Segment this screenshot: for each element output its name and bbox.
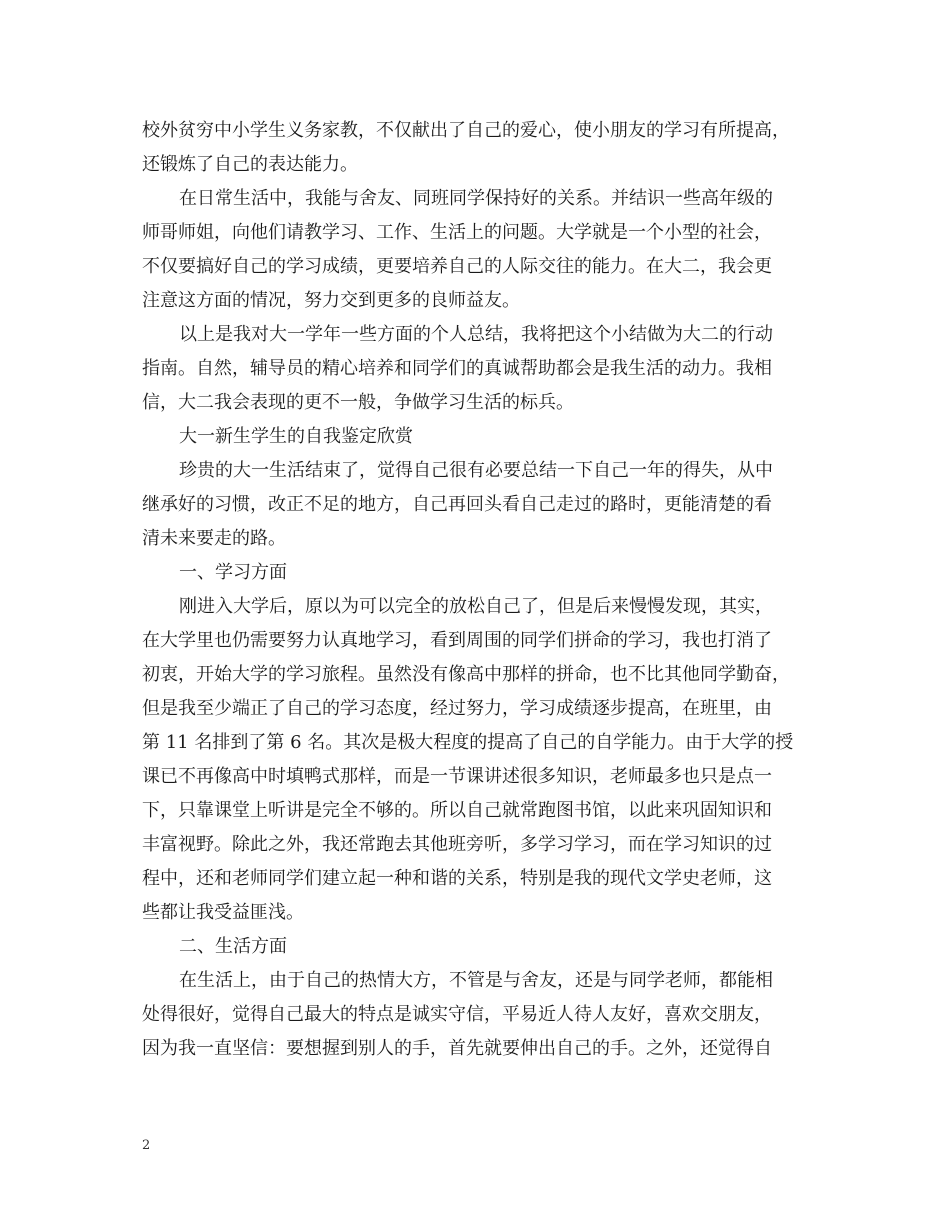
text-line: 下，只靠课堂上听讲是完全不够的。所以自己就常跑图书馆，以此来巩固知识和: [142, 800, 772, 821]
text-line: 些都让我受益匪浅。: [142, 902, 304, 923]
page-number: 2: [142, 1138, 151, 1153]
text-line: 课已不再像高中时填鸭式那样，而是一节课讲述很多知识，老师最多也只是点一: [142, 766, 772, 787]
text-line: 但是我至少端正了自己的学习态度，经过努力，学习成绩逐步提高，在班里，由: [142, 698, 772, 719]
text-line: 还锻炼了自己的表达能力。: [142, 154, 358, 175]
text-line: 清未来要走的路。: [142, 528, 286, 549]
text-line: 继承好的习惯，改正不足的地方，自己再回头看自己走过的路时，更能清楚的看: [142, 494, 772, 515]
text-line: 注意这方面的情况，努力交到更多的良师益友。: [142, 290, 520, 311]
text-line: 初衷，开始大学的学习旅程。虽然没有像高中那样的拼命，也不比其他同学勤奋，: [142, 664, 790, 685]
text-line: 以上是我对大一学年一些方面的个人总结，我将把这个小结做为大二的行动: [179, 324, 773, 345]
text-line: 因为我一直坚信：要想握到别人的手，首先就要伸出自己的手。之外，还觉得自: [142, 1038, 772, 1059]
text-line: 师哥师姐，向他们请教学习、工作、生活上的问题。大学就是一个小型的社会，: [142, 222, 772, 243]
text-line: 不仅要搞好自己的学习成绩，更要培养自己的人际交往的能力。在大二，我会更: [142, 256, 772, 277]
text-line: 处得很好，觉得自己最大的特点是诚实守信，平易近人待人友好，喜欢交朋友，: [142, 1004, 772, 1025]
text-line: 第 11 名排到了第 6 名。其次是极大程度的提高了自己的自学能力。由于大学的授: [142, 732, 794, 753]
text-line: 指南。自然，辅导员的精心培养和同学们的真诚帮助都会是我生活的动力。我相: [142, 358, 772, 379]
text-line: 校外贫穷中小学生义务家教，不仅献出了自己的爱心，使小朋友的学习有所提高，: [142, 120, 790, 141]
text-line: 在日常生活中，我能与舍友、同班同学保持好的关系。并结识一些高年级的: [179, 188, 773, 209]
text-line: 二、生活方面: [179, 936, 287, 957]
text-line: 信，大二我会表现的更不一般，争做学习生活的标兵。: [142, 392, 574, 413]
text-line: 刚进入大学后，原以为可以完全的放松自己了，但是后来慢慢发现，其实，: [179, 596, 773, 617]
text-line: 在生活上，由于自己的热情大方，不管是与舍友，还是与同学老师，都能相: [179, 970, 773, 991]
document-body: [142, 114, 812, 1066]
text-line: 丰富视野。除此之外，我还常跑去其他班旁听，多学习学习，而在学习知识的过: [142, 834, 772, 855]
text-line: 珍贵的大一生活结束了，觉得自己很有必要总结一下自己一年的得失，从中: [179, 460, 773, 481]
text-line: 在大学里也仍需要努力认真地学习，看到周围的同学们拼命的学习，我也打消了: [142, 630, 772, 651]
text-line: 程中，还和老师同学们建立起一种和谐的关系，特别是我的现代文学史老师，这: [142, 868, 772, 889]
text-line: 一、学习方面: [179, 562, 287, 583]
text-line: 大一新生学生的自我鉴定欣赏: [179, 426, 413, 447]
